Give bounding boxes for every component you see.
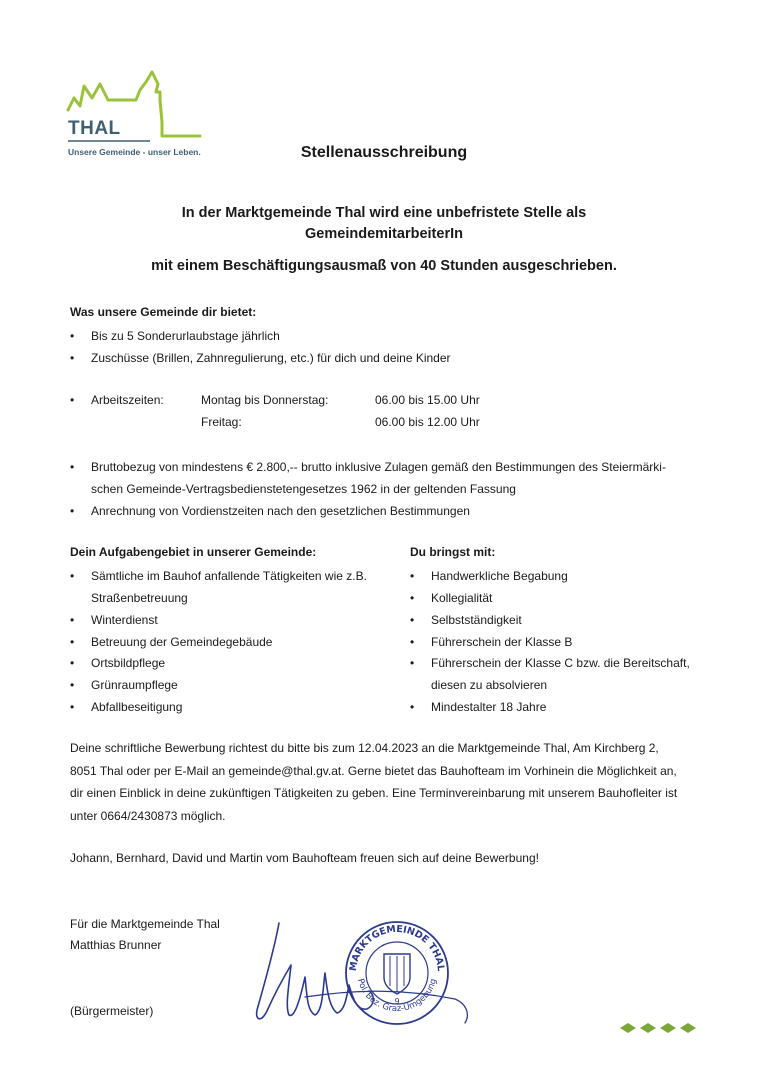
bullet: • — [70, 635, 75, 649]
logo-wordmark: THAL — [68, 118, 121, 139]
tasks-heading: Dein Aufgabengebiet in unserer Gemeinde: — [70, 545, 317, 559]
offer-item: Zuschüsse (Brillen, Zahnregulierung, etc.) für dich und deine Kinder — [91, 351, 451, 365]
requirement-item: Selbstständigkeit — [431, 613, 522, 627]
application-line: 8051 Thal oder per E-Mail an gemeinde@thal.gv.at. Gerne bietet das Bauhofteam im Vorhinein die Möglichkeit an, — [70, 763, 677, 778]
bullet: • — [70, 700, 75, 714]
hours-time: 06.00 bis 15.00 Uhr — [375, 393, 480, 407]
credit-item: Anrechnung von Vordienstzeiten nach den gesetzlichen Bestimmungen — [91, 504, 470, 518]
bullet: • — [70, 504, 75, 518]
task-item: Grünraumpflege — [91, 678, 178, 692]
bullet: • — [410, 569, 415, 583]
requirement-item: Handwerkliche Begabung — [431, 569, 568, 583]
hours-days: Freitag: — [201, 415, 242, 429]
bullet: • — [70, 329, 75, 343]
bullet: • — [70, 569, 75, 583]
logo-slogan: Unsere Gemeinde - unser Leben. — [68, 147, 201, 157]
hours-days: Montag bis Donnerstag: — [201, 393, 329, 407]
application-line: Deine schriftliche Bewerbung richtest du bitte bis zum 12.04.2023 an die Marktgemeinde Thal, Am Kirchberg 2, — [70, 741, 659, 755]
requirement-item-continued: diesen zu absolvieren — [431, 678, 548, 692]
hours-time: 06.00 bis 12.00 Uhr — [375, 415, 480, 429]
bullet: • — [410, 613, 415, 627]
offers-heading: Was unsere Gemeinde dir bietet: — [70, 305, 257, 319]
task-item: Ortsbildpflege — [91, 656, 166, 670]
seal-number: 9 — [394, 997, 400, 1006]
requirements-heading: Du bringst mit: — [410, 545, 496, 559]
bullet: • — [410, 656, 415, 670]
signoff-name: Matthias Brunner — [70, 938, 162, 952]
requirement-item: Führerschein der Klasse C bzw. die Bereitschaft, — [431, 656, 690, 670]
task-item: Abfallbeseitigung — [91, 700, 183, 714]
bullet: • — [70, 656, 75, 670]
offer-item: Bis zu 5 Sonderurlaubstage jährlich — [91, 329, 280, 343]
bullet: • — [410, 700, 415, 714]
requirement-item: Mindestalter 18 Jahre — [431, 700, 547, 714]
task-item: Winterdienst — [91, 613, 158, 627]
bullet: • — [70, 460, 75, 474]
salary-line-1: Bruttobezug von mindestens € 2.800,-- brutto inklusive Zulagen gemäß den Bestimmungen des Steiermärki- — [91, 460, 666, 474]
seal-bottom-text: Pol. Bez. Graz-Umgebung — [354, 977, 440, 1015]
bullet: • — [410, 635, 415, 649]
application-line: unter 0664/2430873 möglich. — [70, 808, 226, 823]
salary-line-2: schen Gemeinde-Vertragsbedienstetengesetzes 1962 in der geltenden Fassung — [91, 482, 516, 496]
signoff-for: Für die Marktgemeinde Thal — [70, 917, 220, 931]
signoff-role: (Bürgermeister) — [70, 1004, 154, 1018]
bullet: • — [410, 591, 415, 605]
task-item: Sämtliche im Bauhof anfallende Tätigkeiten wie z.B. — [91, 569, 367, 583]
decorative-diamonds-icon — [618, 1020, 708, 1036]
bullet: • — [70, 613, 75, 627]
intro-line-1: In der Marktgemeinde Thal wird eine unbefristete Stelle als — [181, 205, 587, 221]
application-line: dir einen Einblick in deine zukünftigen Tätigkeiten zu geben. Eine Terminvereinbarung mit unserem Bauhofleiter ist — [70, 786, 678, 800]
requirement-item: Kollegialität — [431, 591, 493, 605]
hours-label: Arbeitszeiten: — [91, 393, 164, 407]
page-title: Stellenausschreibung — [300, 144, 468, 161]
bullet: • — [70, 678, 75, 692]
intro-line-2: GemeindemitarbeiterIn — [305, 226, 463, 242]
task-item: Betreuung der Gemeindegebäude — [91, 635, 273, 649]
bullet: • — [70, 351, 75, 365]
closing-line: Johann, Bernhard, David und Martin vom Bauhofteam freuen sich auf deine Bewerbung! — [70, 851, 539, 865]
intro-line-3: mit einem Beschäftigungsausmaß von 40 Stunden ausgeschrieben. — [151, 258, 617, 274]
bullet: • — [70, 393, 75, 407]
municipal-seal-icon — [342, 918, 452, 1028]
application-paragraph — [70, 737, 710, 827]
seal-top-text: MARKTGEMEINDE THAL — [347, 923, 447, 972]
task-item-continued: Straßenbetreuung — [91, 591, 188, 605]
requirement-item: Führerschein der Klasse B — [431, 635, 573, 649]
